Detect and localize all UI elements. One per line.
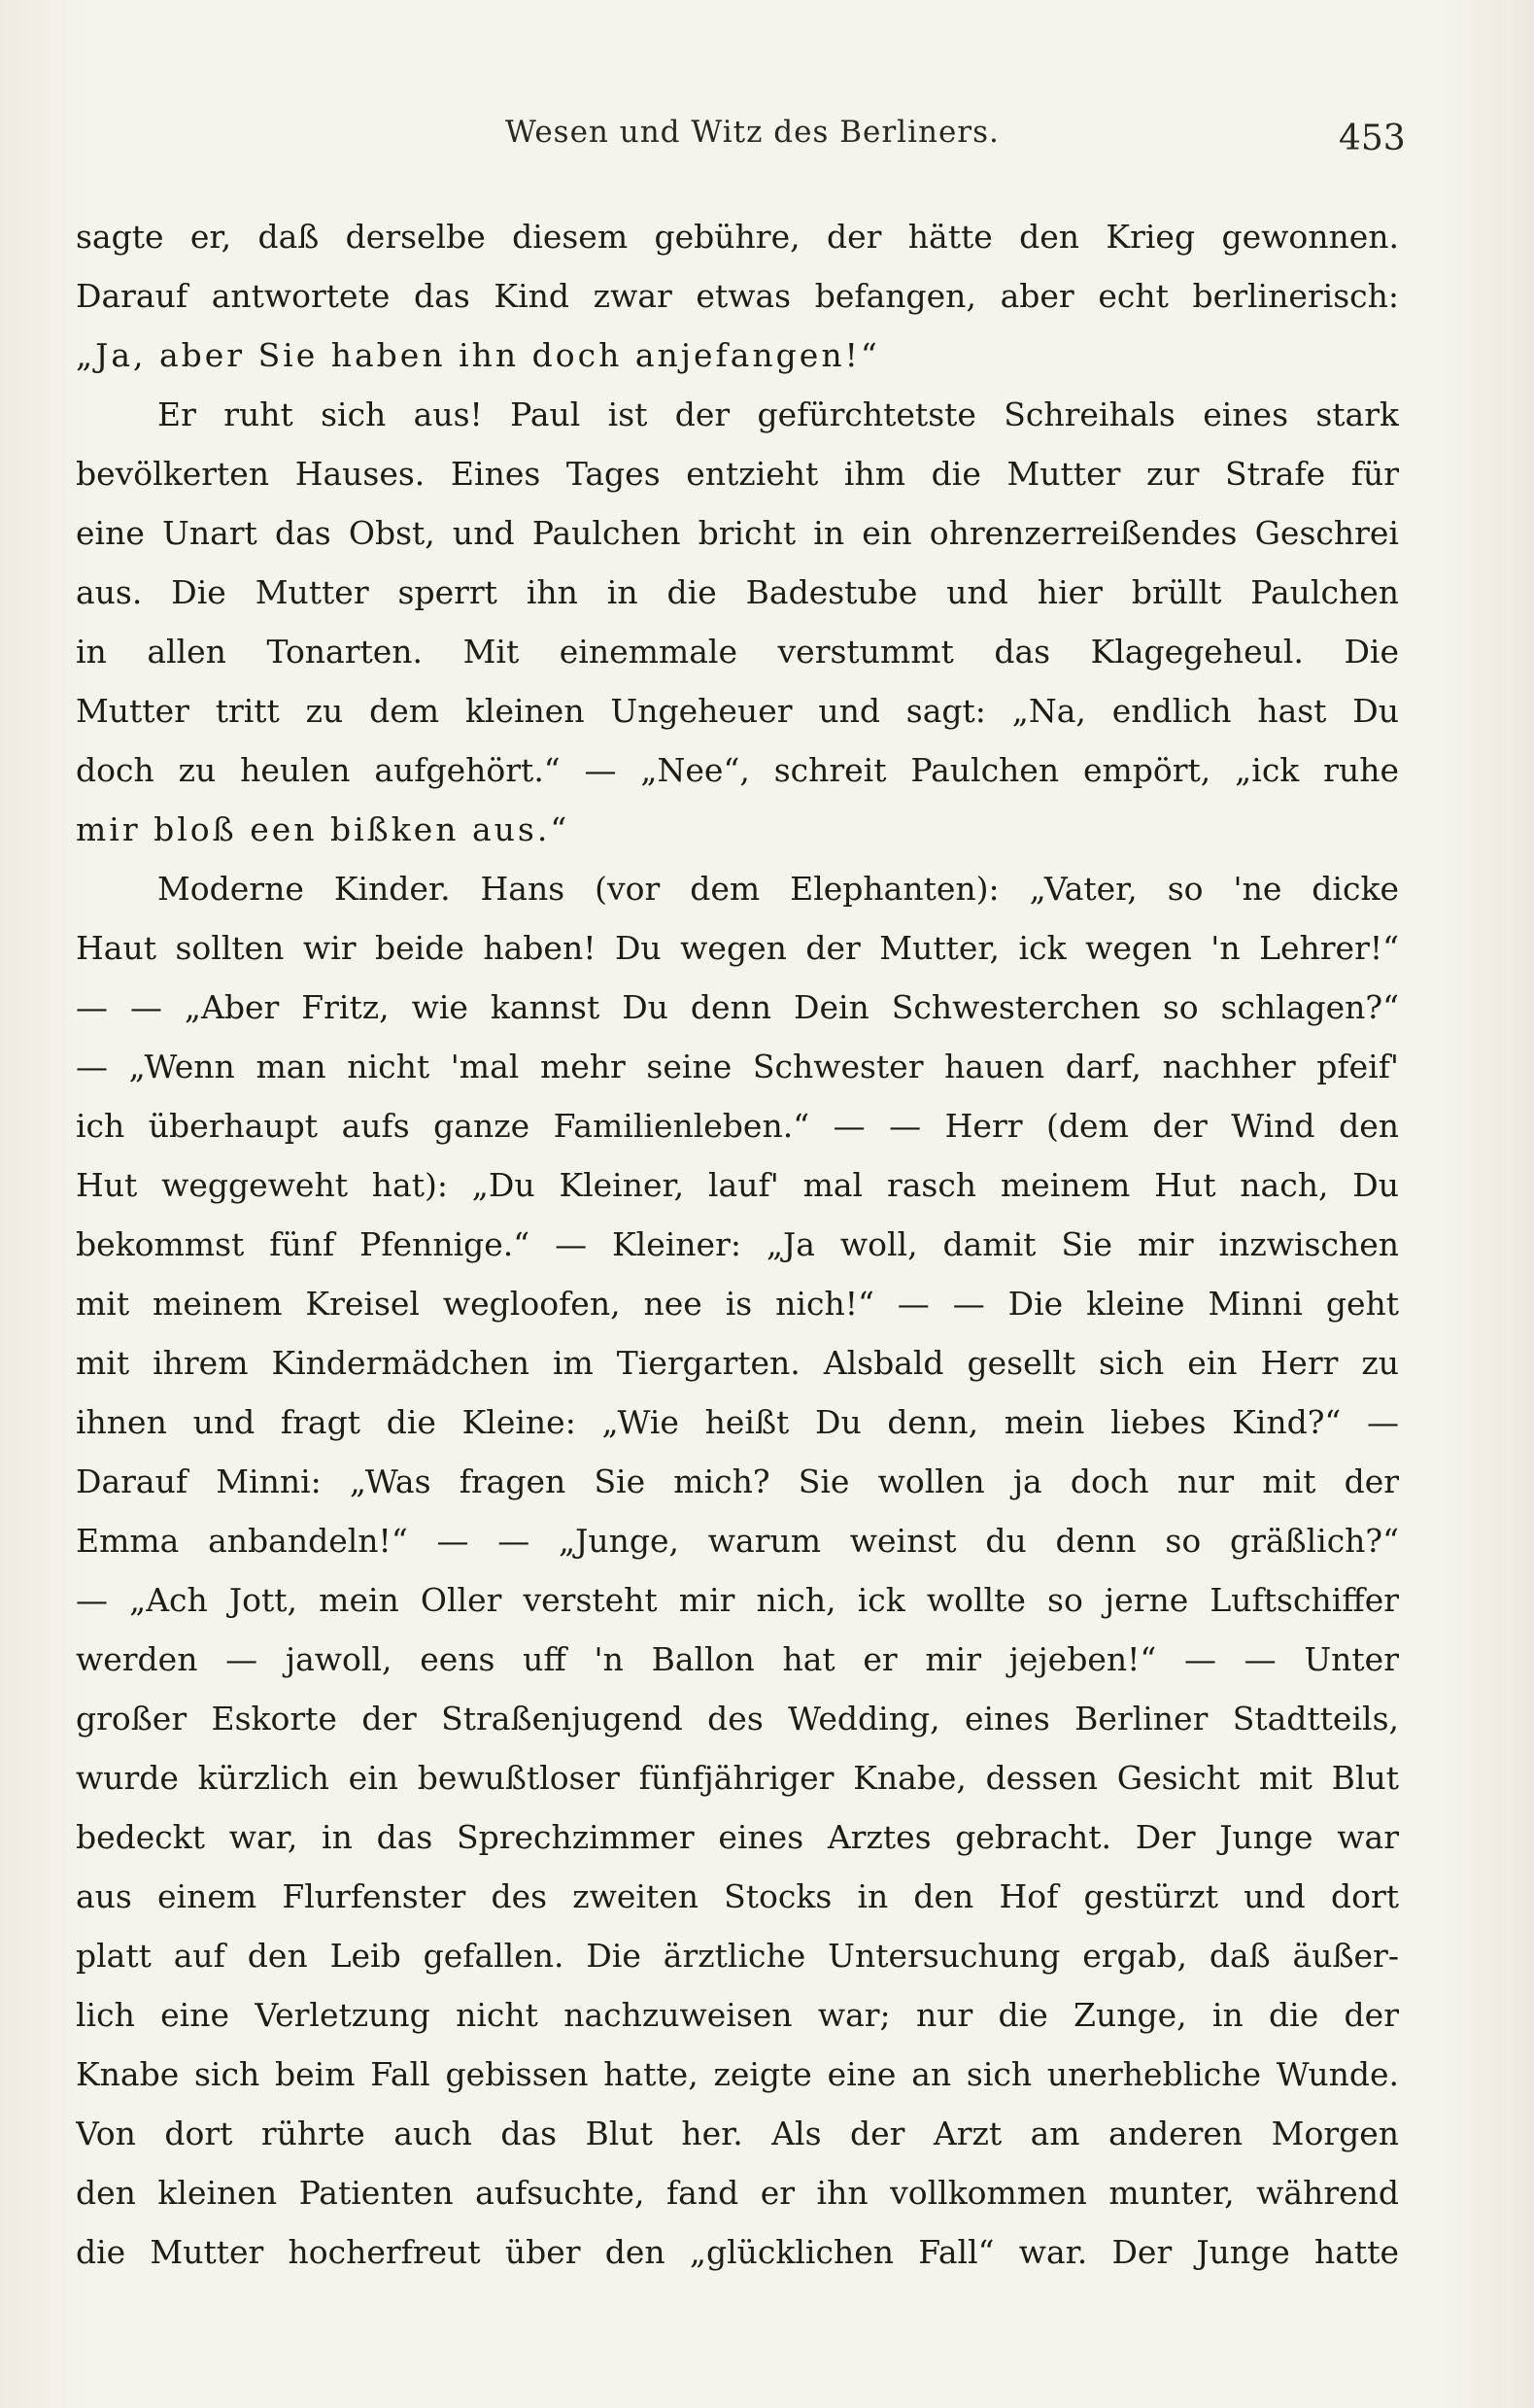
text-line: mir bloß een bißken aus.“ bbox=[76, 810, 570, 848]
page-number: 453 bbox=[1339, 119, 1406, 158]
text-line: den kleinen Patienten aufsuchte, fand er ihn vollkommen munter, während bbox=[76, 2174, 1399, 2212]
text-line: bedeckt war, in das Sprechzimmer eines Arztes gebracht. Der Junge war bbox=[76, 1818, 1399, 1856]
text-line: mit ihrem Kindermädchen im Tiergarten. Alsbald gesellt sich ein Herr zu bbox=[76, 1344, 1399, 1382]
text-line: Hut weggeweht hat): „Du Kleiner, lauf' mal rasch meinem Hut nach, Du bbox=[76, 1166, 1399, 1204]
text-line: Haut sollten wir beide haben! Du wegen der Mutter, ick wegen 'n Lehrer!“ bbox=[76, 929, 1399, 967]
text-line: wurde kürzlich ein bewußtloser fünfjähriger Knabe, dessen Gesicht mit Blut bbox=[76, 1759, 1399, 1797]
running-head bbox=[0, 115, 1534, 173]
text-line: bevölkerten Hauses. Eines Tages entzieht ihm die Mutter zur Strafe für bbox=[76, 455, 1399, 493]
text-line: — „Ach Jott, mein Oller versteht mir nich, ick wollte so jerne Luftschiffer bbox=[76, 1581, 1399, 1619]
text-line: platt auf den Leib gefallen. Die ärztliche Untersuchung ergab, daß äußer- bbox=[76, 1937, 1399, 1975]
text-line: ich überhaupt aufs ganze Familienleben.“ — — Herr (dem der Wind den bbox=[76, 1107, 1399, 1145]
text-line: die Mutter hocherfreut über den „glücklichen Fall“ war. Der Junge hatte bbox=[76, 2233, 1399, 2271]
text-line: aus einem Flurfenster des zweiten Stocks in den Hof gestürzt und dort bbox=[76, 1877, 1399, 1915]
text-line: ihnen und fragt die Kleine: „Wie heißt Du denn, mein liebes Kind?“ — bbox=[76, 1403, 1399, 1441]
text-line: Er ruht sich aus! Paul ist der gefürchtetste Schreihals eines stark bbox=[157, 396, 1399, 433]
text-line: Mutter tritt zu dem kleinen Ungeheuer und sagt: „Na, endlich hast Du bbox=[76, 692, 1399, 730]
text-line: „Ja, aber Sie haben ihn doch anjefangen!“ bbox=[76, 336, 880, 374]
text-line: mit meinem Kreisel wegloofen, nee is nich!“ — — Die kleine Minni geht bbox=[76, 1285, 1399, 1323]
text-line: doch zu heulen aufgehört.“ — „Nee“, schreit Paulchen empört, „ick ruhe bbox=[76, 751, 1399, 789]
text-line: lich eine Verletzung nicht nachzuweisen war; nur die Zunge, in die der bbox=[76, 1996, 1399, 2034]
body-text bbox=[76, 207, 1399, 2282]
text-line: — — „Aber Fritz, wie kannst Du denn Dein Schwesterchen so schlagen?“ bbox=[76, 988, 1399, 1026]
text-line: eine Unart das Obst, und Paulchen bricht in ein ohrenzerreißendes Geschrei bbox=[76, 514, 1399, 552]
text-line: bekommst fünf Pfennige.“ — Kleiner: „Ja woll, damit Sie mir inzwischen bbox=[76, 1225, 1399, 1263]
text-line: sagte er, daß derselbe diesem gebühre, der hätte den Krieg gewonnen. bbox=[76, 218, 1399, 256]
text-line: Knabe sich beim Fall gebissen hatte, zeigte eine an sich unerhebliche Wunde. bbox=[76, 2055, 1399, 2093]
text-line: Darauf antwortete das Kind zwar etwas befangen, aber echt berlinerisch: bbox=[76, 277, 1399, 315]
text-line: großer Eskorte der Straßenjugend des Wedding, eines Berliner Stadtteils, bbox=[76, 1700, 1399, 1737]
text-line: — „Wenn man nicht 'mal mehr seine Schwester hauen darf, nachher pfeif' bbox=[76, 1048, 1399, 1085]
text-line: Moderne Kinder. Hans (vor dem Elephanten): „Vater, so 'ne dicke bbox=[157, 870, 1399, 908]
text-line: werden — jawoll, eens uff 'n Ballon hat er mir jejeben!“ — — Unter bbox=[76, 1640, 1399, 1678]
running-title: Wesen und Witz des Berliners. bbox=[505, 115, 1000, 150]
text-line: Emma anbandeln!“ — — „Junge, warum weinst du denn so gräßlich?“ bbox=[76, 1522, 1399, 1560]
text-line: in allen Tonarten. Mit einemmale verstummt das Klagegeheul. Die bbox=[76, 633, 1399, 671]
text-line: aus. Die Mutter sperrt ihn in die Badestube und hier brüllt Paulchen bbox=[76, 573, 1399, 611]
text-line: Von dort rührte auch das Blut her. Als der Arzt am anderen Morgen bbox=[76, 2115, 1399, 2152]
text-line: Darauf Minni: „Was fragen Sie mich? Sie wollen ja doch nur mit der bbox=[76, 1462, 1399, 1500]
